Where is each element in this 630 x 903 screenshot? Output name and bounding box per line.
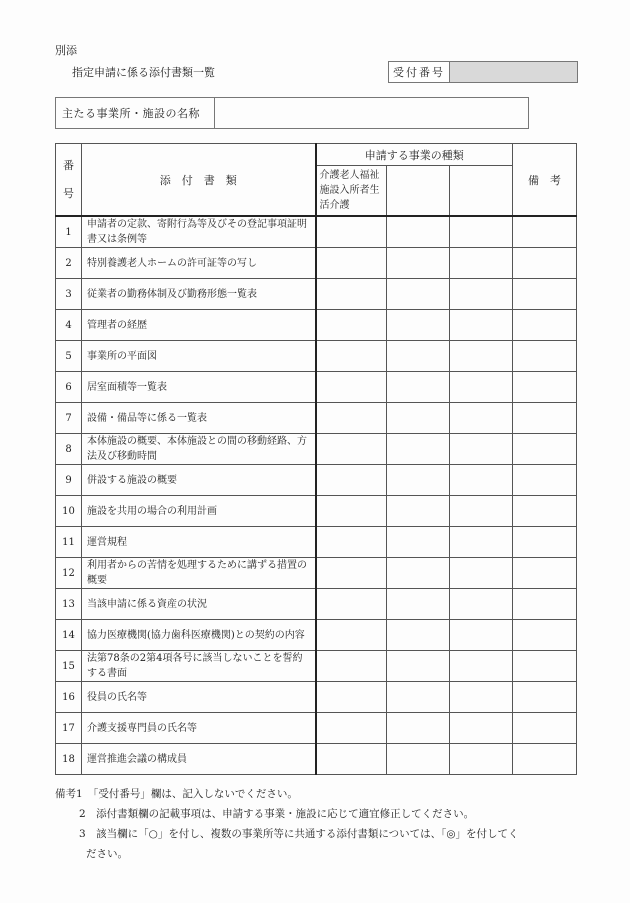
table-row: [56, 403, 577, 434]
row-number: 5: [56, 341, 82, 372]
page-title: 指定申請に係る添付書類一覧: [72, 66, 215, 79]
business-type-check-cell-2[interactable]: [387, 279, 450, 310]
table-row: [56, 558, 577, 589]
business-type-check-cell-2[interactable]: [387, 744, 450, 775]
receipt-number-label: 受付番号: [389, 62, 450, 82]
business-type-check-cell-2[interactable]: [387, 434, 450, 465]
remarks-cell[interactable]: [513, 558, 577, 589]
table-row: [56, 248, 577, 279]
remarks-cell[interactable]: [513, 744, 577, 775]
business-type-check-cell-1[interactable]: [316, 527, 387, 558]
remarks-cell[interactable]: [513, 682, 577, 713]
remarks-cell[interactable]: [513, 651, 577, 682]
business-type-check-cell-3[interactable]: [450, 341, 513, 372]
table-row: [56, 496, 577, 527]
business-type-check-cell-2[interactable]: [387, 558, 450, 589]
business-type-check-cell-2[interactable]: [387, 248, 450, 279]
note-1: 備考1 「受付番号」欄は、記入しないでください。: [55, 788, 298, 800]
business-type-check-cell-2[interactable]: [387, 682, 450, 713]
column-header-documents: 添 付 書 類: [82, 144, 316, 217]
attachment-label: 別添: [55, 44, 77, 57]
remarks-cell[interactable]: [513, 372, 577, 403]
table-row: [56, 744, 577, 775]
row-document-name: 併設する施設の概要: [82, 465, 316, 496]
facility-name-label: 主たる事業所・施設の名称: [56, 98, 215, 128]
row-number: 8: [56, 434, 82, 465]
row-number: 16: [56, 682, 82, 713]
business-type-check-cell-1[interactable]: [316, 465, 387, 496]
business-type-check-cell-3[interactable]: [450, 216, 513, 248]
business-type-check-cell-2[interactable]: [387, 527, 450, 558]
business-type-check-cell-3[interactable]: [450, 744, 513, 775]
facility-name-field[interactable]: [215, 98, 528, 128]
business-type-check-cell-2[interactable]: [387, 310, 450, 341]
column-header-remarks: 備 考: [513, 144, 577, 217]
row-number: 3: [56, 279, 82, 310]
business-type-check-cell-3[interactable]: [450, 403, 513, 434]
row-number: 9: [56, 465, 82, 496]
business-type-check-cell-1[interactable]: [316, 682, 387, 713]
row-document-name: 当該申請に係る資産の状況: [82, 589, 316, 620]
row-document-name: 事業所の平面図: [82, 341, 316, 372]
row-document-name: 従業者の勤務体制及び勤務形態一覧表: [82, 279, 316, 310]
column-header-number: [56, 144, 82, 217]
business-type-check-cell-1[interactable]: [316, 310, 387, 341]
business-type-check-cell-2[interactable]: [387, 651, 450, 682]
business-type-check-cell-3[interactable]: [450, 465, 513, 496]
business-type-check-cell-3[interactable]: [450, 651, 513, 682]
note-2: 2 添付書類欄の記載事項は、申請する事業・施設に応じて適宜修正してください。: [79, 808, 475, 820]
remarks-cell[interactable]: [513, 589, 577, 620]
business-type-1: 介護老人福祉施設入所者生活介護: [316, 166, 387, 217]
remarks-cell[interactable]: [513, 713, 577, 744]
remarks-cell[interactable]: [513, 341, 577, 372]
business-type-check-cell-1[interactable]: [316, 713, 387, 744]
row-document-name: 利用者からの苦情を処理するために講ずる措置の概要: [82, 558, 316, 589]
remarks-cell[interactable]: [513, 620, 577, 651]
business-type-check-cell-1[interactable]: [316, 341, 387, 372]
table-row: [56, 527, 577, 558]
row-number: 4: [56, 310, 82, 341]
remarks-cell[interactable]: [513, 310, 577, 341]
business-type-check-cell-3[interactable]: [450, 496, 513, 527]
row-document-name: 特別養護老人ホームの許可証等の写し: [82, 248, 316, 279]
row-document-name: 管理者の経歴: [82, 310, 316, 341]
row-document-name: 施設を共用の場合の利用計画: [82, 496, 316, 527]
remarks-cell[interactable]: [513, 465, 577, 496]
business-type-2[interactable]: [387, 166, 450, 217]
row-document-name: 役員の氏名等: [82, 682, 316, 713]
business-type-check-cell-3[interactable]: [450, 434, 513, 465]
row-document-name: 運営規程: [82, 527, 316, 558]
business-type-check-cell-3[interactable]: [450, 279, 513, 310]
row-document-name: 本体施設の概要、本体施設との間の移動経路、方法及び移動時間: [82, 434, 316, 465]
receipt-number-field[interactable]: [450, 62, 577, 82]
remarks-cell[interactable]: [513, 403, 577, 434]
row-number: 12: [56, 558, 82, 589]
remarks-cell[interactable]: [513, 527, 577, 558]
row-number: 6: [56, 372, 82, 403]
business-type-check-cell-2[interactable]: [387, 713, 450, 744]
business-type-check-cell-2[interactable]: [387, 216, 450, 248]
business-type-check-cell-3[interactable]: [450, 682, 513, 713]
table-row: [56, 465, 577, 496]
remarks-cell[interactable]: [513, 248, 577, 279]
row-number: 11: [56, 527, 82, 558]
business-type-check-cell-1[interactable]: [316, 403, 387, 434]
table-row: [56, 434, 577, 465]
row-number: 2: [56, 248, 82, 279]
row-number: 14: [56, 620, 82, 651]
business-type-check-cell-3[interactable]: [450, 558, 513, 589]
row-number: 17: [56, 713, 82, 744]
business-type-check-cell-1[interactable]: [316, 744, 387, 775]
table-row: [56, 620, 577, 651]
business-type-check-cell-3[interactable]: [450, 310, 513, 341]
business-type-check-cell-1[interactable]: [316, 620, 387, 651]
business-type-check-cell-1[interactable]: [316, 558, 387, 589]
business-type-check-cell-1[interactable]: [316, 651, 387, 682]
business-type-check-cell-1[interactable]: [316, 589, 387, 620]
business-type-check-cell-1[interactable]: [316, 248, 387, 279]
note-3: 3 該当欄に「○」を付し、複数の事業所等に共通する添付書類については、「◎」を付してく: [79, 828, 519, 840]
row-document-name: 運営推進会議の構成員: [82, 744, 316, 775]
table-row: [56, 713, 577, 744]
table-row: [56, 341, 577, 372]
business-type-check-cell-3[interactable]: [450, 713, 513, 744]
table-row: [56, 216, 577, 248]
table-row: [56, 310, 577, 341]
receipt-number-box: [388, 61, 578, 83]
remarks-cell[interactable]: [513, 496, 577, 527]
business-type-check-cell-3[interactable]: [450, 589, 513, 620]
row-document-name: 設備・備品等に係る一覧表: [82, 403, 316, 434]
business-type-check-cell-2[interactable]: [387, 341, 450, 372]
table-row: [56, 682, 577, 713]
business-type-3[interactable]: [450, 166, 513, 217]
notes: [55, 784, 615, 864]
business-type-check-cell-3[interactable]: [450, 527, 513, 558]
column-header-number-top: 番: [63, 158, 74, 172]
business-type-check-cell-3[interactable]: [450, 248, 513, 279]
table-row: [56, 372, 577, 403]
note-3-continued: ださい。: [86, 848, 128, 860]
facility-name-box: [55, 97, 529, 129]
remarks-cell[interactable]: [513, 434, 577, 465]
remarks-cell[interactable]: [513, 216, 577, 248]
row-number: 7: [56, 403, 82, 434]
table-row: [56, 279, 577, 310]
business-type-check-cell-2[interactable]: [387, 372, 450, 403]
row-document-name: 申請者の定款、寄附行為等及びその登記事項証明書又は条例等: [82, 216, 316, 248]
business-type-check-cell-1[interactable]: [316, 216, 387, 248]
row-document-name: 協力医療機関(協力歯科医療機関)との契約の内容: [82, 620, 316, 651]
business-type-check-cell-3[interactable]: [450, 620, 513, 651]
business-type-check-cell-2[interactable]: [387, 403, 450, 434]
table-row: [56, 589, 577, 620]
row-document-name: 居室面積等一覧表: [82, 372, 316, 403]
business-type-check-cell-2[interactable]: [387, 496, 450, 527]
row-number: 18: [56, 744, 82, 775]
row-number: 1: [56, 216, 82, 248]
remarks-cell[interactable]: [513, 279, 577, 310]
row-number: 15: [56, 651, 82, 682]
row-document-name: 介護支援専門員の氏名等: [82, 713, 316, 744]
business-type-check-cell-1[interactable]: [316, 372, 387, 403]
table-row: [56, 651, 577, 682]
row-number: 10: [56, 496, 82, 527]
attachment-documents-table: [55, 143, 577, 775]
business-type-check-cell-2[interactable]: [387, 620, 450, 651]
business-type-check-cell-3[interactable]: [450, 372, 513, 403]
column-header-number-bottom: 号: [63, 186, 74, 200]
business-type-check-cell-1[interactable]: [316, 434, 387, 465]
business-type-check-cell-1[interactable]: [316, 279, 387, 310]
column-header-business-type: 申請する事業の種類: [316, 144, 513, 166]
row-document-name: 法第78条の2第4項各号に該当しないことを誓約する書面: [82, 651, 316, 682]
row-number: 13: [56, 589, 82, 620]
business-type-check-cell-1[interactable]: [316, 496, 387, 527]
business-type-check-cell-2[interactable]: [387, 589, 450, 620]
business-type-check-cell-2[interactable]: [387, 465, 450, 496]
